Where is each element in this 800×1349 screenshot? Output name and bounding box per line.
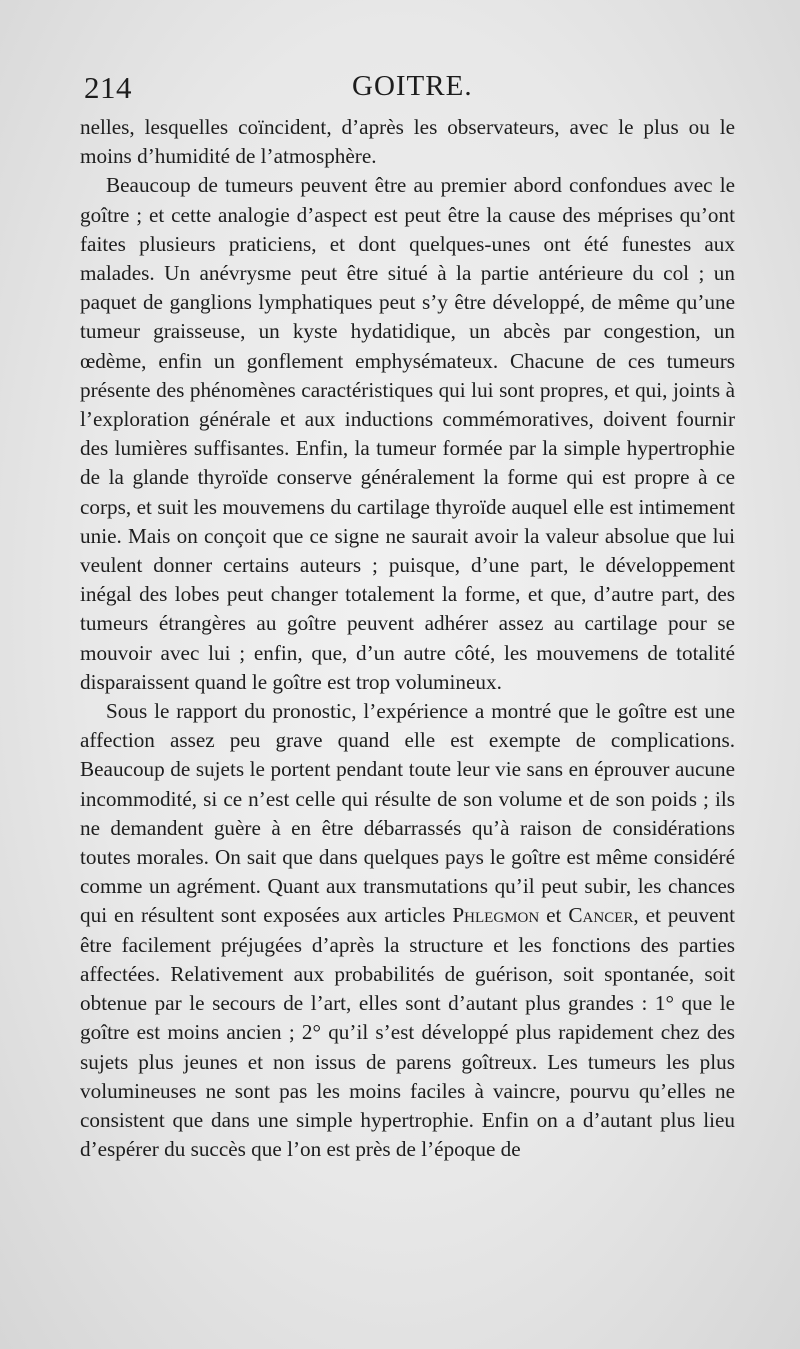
paragraph-continued: nelles, lesquelles coïncident, d’après les observateurs, avec le plus ou le moins d’humidité de l’atmosphère. xyxy=(80,115,735,169)
running-head xyxy=(84,70,734,110)
prognosis-text-part-3: , et peuvent être facilement préjugées d’après la structure et les fonctions des parties affectées. Relativement aux probabilités de guérison, soit spontanée, soit obtenue par le secours de l’art, elles sont d’autant plus grandes : 1° que le goître est moins ancien ; 2° qu’il s’est développé plus rapidement chez des sujets plus jeunes et non issus de parens goîtreux. Les tumeurs les plus volumineuses ne sont pas les moins faciles à vaincre, pourvu qu’elles ne consistent que dans une simple hypertrophie. Enfin on a d’autant plus lieu d’espérer du succès que l’on est près de l’époque de xyxy=(80,903,735,1162)
body-text xyxy=(80,113,735,1164)
paragraph-prognosis xyxy=(80,697,735,1164)
prognosis-text-part-1: Sous le rapport du pronostic, l’expérience a montré que le goître est une affection assez peu grave quand elle est exempte de complications. Beaucoup de sujets le portent pendant toute leur vie sans en éprouver aucune incommodité, si ce n’est celle qui résulte de son volume et de son poids ; ils ne demandent guère à en être débarrassés qu’à raison de considérations toutes morales. On sait que dans quelques pays le goître est même considéré comme un agrément. Quant aux transmutations qu’il peut subir, les chances qui en résultent sont exposées aux articles xyxy=(80,699,735,928)
page-number: 214 xyxy=(84,70,132,105)
prognosis-text-part-2: et xyxy=(539,903,569,928)
cross-reference-phlegmon: Phlegmon xyxy=(452,903,540,928)
cross-reference-cancer: Cancer xyxy=(568,903,634,928)
paragraph-differential-diagnosis: Beaucoup de tumeurs peuvent être au premier abord confondues avec le goître ; et cette analogie d’aspect est peut être la cause des méprises qu’ont faites plusieurs praticiens, et dont quelques-unes ont été funestes aux malades. Un anévrysme peut être situé à la partie antérieure du col ; un paquet de ganglions lymphatiques peut s’y être développé, de même qu’une tumeur graisseuse, un kyste hydatidique, un abcès par congestion, un œdème, enfin un gonflement emphysémateux. Chacune de ces tumeurs présente des phénomènes caractéristiques qui lui sont propres, et qui, joints à l’exploration générale et aux inductions commémoratives, doivent fournir des lumières suffisantes. Enfin, la tumeur formée par la simple hypertrophie de la glande thyroïde conserve généralement la forme qui est propre à ce corps, et suit les mouvemens du cartilage thyroïde auquel elle est intimement unie. Mais on conçoit que ce signe ne saurait avoir la valeur absolue que lui veulent donner certains auteurs ; puisque, d’une part, le développement inégal des lobes peut changer totalement la forme, et que, d’autre part, des tumeurs étrangères au goître peuvent adhérer assez au cartilage pour se mouvoir avec lui ; enfin, que, d’un autre côté, les mouvemens de totalité disparaissent quand le goître est trop volumineux. xyxy=(80,173,735,694)
running-title: GOITRE. xyxy=(352,70,473,102)
